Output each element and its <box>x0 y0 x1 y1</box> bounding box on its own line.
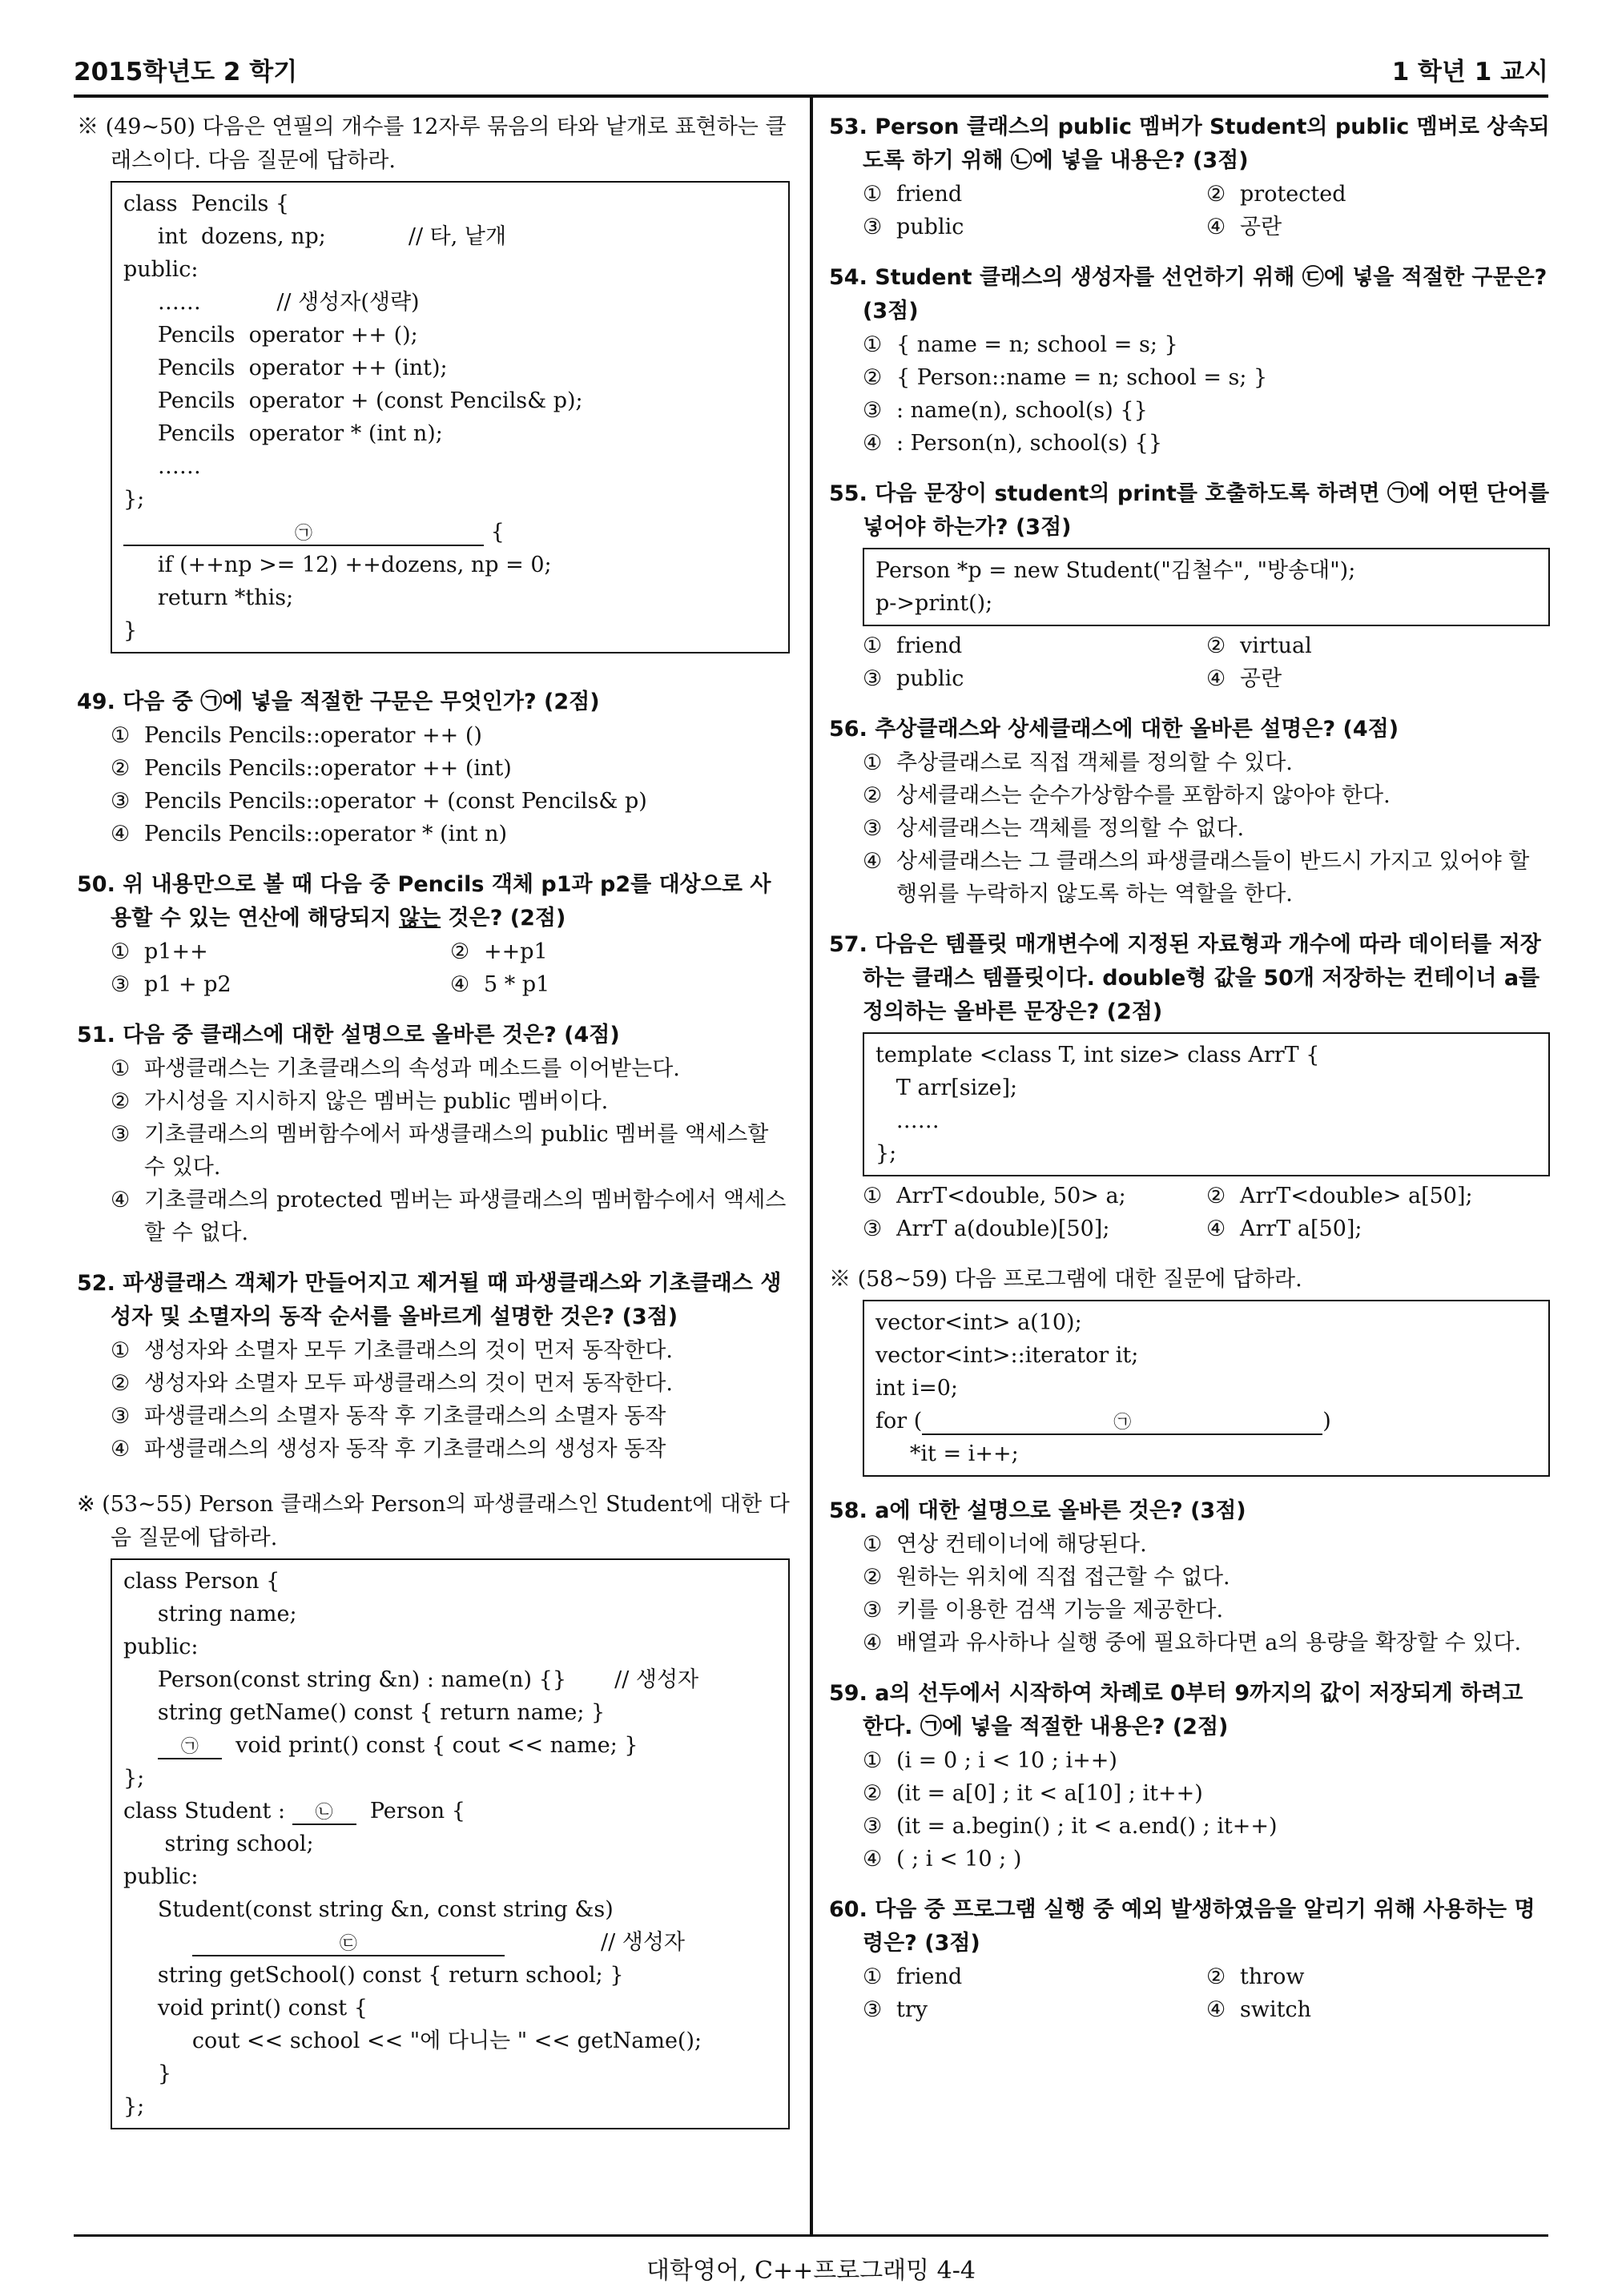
code-box-q57 <box>863 1032 1550 1176</box>
option[interactable]: ④ switch <box>1206 1997 1311 2022</box>
code-line: T arr[size]; <box>875 1076 1018 1100</box>
blank-a: ㉠ <box>158 1737 222 1759</box>
options-54 <box>829 328 1550 460</box>
option[interactable]: ② virtual <box>1206 633 1312 658</box>
grade-period-label: 1 학년 1 교시 <box>1391 58 1548 86</box>
option[interactable]: ④ ( ; i < 10 ; ) <box>863 1847 1022 1872</box>
code-line: public: <box>123 257 199 282</box>
question-54: 54. Student 클래스의 생성자를 선언하기 위해 ㉢에 넣을 적절한 구문은? (3점) <box>829 265 1548 324</box>
option[interactable]: ② throw <box>1206 1964 1305 1989</box>
options-60 <box>829 1960 1550 2026</box>
option[interactable]: ③ 상세클래스는 객체를 정의할 수 없다. <box>863 816 1245 841</box>
option[interactable]: ③ Pencils Pencils::operator + (const Pencils& p) <box>111 789 647 814</box>
page-header <box>74 46 1548 98</box>
options-52 <box>77 1334 790 1466</box>
footer-rule <box>74 2234 1548 2237</box>
options-55 <box>829 629 1550 695</box>
blank-b: ㉡ <box>292 1803 356 1825</box>
code-line: Pencils operator ++ (); <box>123 323 418 348</box>
option[interactable]: ③ 키를 이용한 검색 기능을 제공한다. <box>863 1598 1224 1622</box>
option[interactable]: ④ 배열과 유사하나 실행 중에 필요하다면 a의 용량을 확장할 수 있다. <box>863 1631 1522 1655</box>
code-line: p->print(); <box>875 591 993 616</box>
code-line: }; <box>875 1141 897 1166</box>
option[interactable]: ① (i = 0 ; i < 10 ; i++) <box>863 1748 1117 1773</box>
blank-a: ㉠ <box>123 524 484 546</box>
left-column <box>77 111 790 2129</box>
option[interactable]: ② ArrT<double> a[50]; <box>1206 1184 1473 1208</box>
code-line: cout << school << "에 다니는 " << getName(); <box>123 2029 702 2053</box>
code-line: string getSchool() const { return school; } <box>123 1963 624 1988</box>
column-divider <box>810 94 813 2234</box>
code-line: }; <box>123 1766 145 1791</box>
code-line: void print() const { <box>123 1996 368 2021</box>
option[interactable]: ② 상세클래스는 순수가상함수를 포함하지 않아야 한다. <box>863 783 1391 808</box>
blank-c: ㉢ <box>192 1934 505 1956</box>
code-line: Person *p = new Student("김철수", "방송대"); <box>875 558 1356 583</box>
option[interactable]: ① friend <box>863 633 963 658</box>
options-50 <box>77 935 790 1001</box>
code-box-pencils <box>111 181 790 653</box>
question-59: 59. a의 선두에서 시작하여 차례로 0부터 9까지의 값이 저장되게 하려고 한다. ㉠에 넣을 적절한 내용은? (2점) <box>829 1681 1523 1739</box>
code-line: ㉠ void print() const { cout << name; } <box>123 1729 777 1762</box>
code-line: Student(const string &n, const string &s) <box>123 1897 614 1922</box>
option[interactable]: ② Pencils Pencils::operator ++ (int) <box>111 756 512 781</box>
code-line: public: <box>123 1864 199 1889</box>
code-line: } <box>123 618 138 643</box>
option[interactable]: ④ 5 * p1 <box>450 972 550 997</box>
right-column <box>829 111 1550 2026</box>
semester-label: 2015학년도 2 학기 <box>74 58 298 86</box>
question-52: 52. 파생클래스 객체가 만들어지고 제거될 때 파생클래스와 기초클래스 생성자 및 소멸자의 동작 순서를 올바르게 설명한 것은? (3점) <box>77 1271 782 1329</box>
option[interactable]: ② { Person::name = n; school = s; } <box>863 365 1268 390</box>
code-line: }; <box>123 2094 145 2119</box>
code-line: class Pencils { <box>123 191 290 216</box>
options-57 <box>829 1180 1550 1245</box>
code-line: class Person { <box>123 1569 280 1594</box>
option[interactable]: ② protected <box>1206 182 1346 207</box>
option[interactable]: ① 추상클래스로 직접 객체를 정의할 수 있다. <box>863 750 1293 775</box>
code-line: Pencils operator * (int n); <box>123 421 443 446</box>
option[interactable]: ③ p1 + p2 <box>111 972 231 997</box>
option[interactable]: ④ ArrT a[50]; <box>1206 1216 1362 1241</box>
option[interactable]: ② 가시성을 지시하지 않은 멤버는 public 멤버이다. <box>111 1089 609 1114</box>
note-58-59: ※ (58~59) 다음 프로그램에 대한 질문에 답하라. <box>829 1267 1302 1292</box>
option[interactable]: ① p1++ <box>111 939 208 964</box>
code-line: Person(const string &n) : name(n) {} // 생성자 <box>123 1667 699 1692</box>
code-line: public: <box>123 1635 199 1659</box>
question-60: 60. 다음 중 프로그램 실행 중 예외 발생하였음을 알리기 위해 사용하는 명령은? (3점) <box>829 1897 1535 1956</box>
code-line: vector<int>::iterator it; <box>875 1343 1139 1368</box>
code-line: …… <box>123 454 201 479</box>
option[interactable]: ③ public <box>863 666 964 691</box>
question-58: 58. a에 대한 설명으로 올바른 것은? (3점) <box>829 1498 1246 1523</box>
option[interactable]: ① ArrT<double, 50> a; <box>863 1184 1126 1208</box>
code-line: vector<int> a(10); <box>875 1310 1082 1335</box>
code-line: }; <box>123 487 145 512</box>
option[interactable]: ② 원하는 위치에 직접 접근할 수 없다. <box>863 1565 1230 1590</box>
code-line: …… // 생성자(생략) <box>123 290 420 315</box>
code-line: if (++np >= 12) ++dozens, np = 0; <box>123 553 552 577</box>
code-line: *it = i++; <box>875 1442 1019 1466</box>
question-53: 53. Person 클래스의 public 멤버가 Student의 public 멤버로 상속되도록 하기 위해 ㉡에 넣을 내용은? (3점) <box>829 115 1550 173</box>
options-58 <box>829 1528 1550 1659</box>
options-56 <box>829 746 1550 911</box>
option[interactable]: ① friend <box>863 182 963 207</box>
code-line: for ( ㉠ ) <box>875 1409 1331 1433</box>
option[interactable]: ③ (it = a.begin() ; it < a.end() ; it++) <box>863 1814 1278 1839</box>
code-line: string name; <box>123 1602 297 1627</box>
question-55: 55. 다음 문장이 student의 print를 호출하도록 하려면 ㉠에 어떤 단어를 넣어야 하는가? (3점) <box>829 481 1550 540</box>
option[interactable]: ② ++p1 <box>450 939 548 964</box>
option[interactable]: ③ : name(n), school(s) {} <box>863 398 1148 423</box>
code-line: Pencils operator ++ (int); <box>123 356 448 380</box>
option[interactable]: ④ 상세클래스는 그 클래스의 파생클래스들이 반드시 가지고 있어야 할 행위를 누락하지 않도록 하는 역할을 한다. <box>863 849 1530 907</box>
code-box-person <box>111 1558 790 2129</box>
options-49 <box>77 719 790 850</box>
question-50: 50. 위 내용만으로 볼 때 다음 중 Pencils 객체 p1과 p2를 대상으로 사용할 수 있는 연산에 해당되지 않는 것은? (2점) <box>77 872 771 931</box>
option[interactable]: ① 파생클래스는 기초클래스의 속성과 메소드를 이어받는다. <box>111 1056 680 1081</box>
options-53 <box>829 178 1550 243</box>
blank-a: ㉠ <box>922 1413 1322 1435</box>
option[interactable]: ④ 파생클래스의 생성자 동작 후 기초클래스의 생성자 동작 <box>111 1437 666 1462</box>
option[interactable]: ④ 공란 <box>1206 215 1282 239</box>
note-49-50: ※ (49~50) 다음은 연필의 개수를 12자루 묶음의 타와 낱개로 표현하는 클래스이다. 다음 질문에 답하라. <box>77 115 787 173</box>
question-56: 56. 추상클래스와 상세클래스에 대한 올바른 설명은? (4점) <box>829 717 1399 742</box>
question-49: 49. 다음 중 ㉠에 넣을 적절한 구문은 무엇인가? (2점) <box>77 690 600 714</box>
code-line: ㉢ // 생성자 <box>123 1926 777 1959</box>
options-51 <box>77 1052 790 1249</box>
code-line: int i=0; <box>875 1376 958 1401</box>
code-line-blank: ㉠ { <box>123 516 777 549</box>
option[interactable]: ① { name = n; school = s; } <box>863 332 1178 357</box>
code-line: return *this; <box>123 585 294 610</box>
option[interactable]: ① 연상 컨테이너에 해당된다. <box>863 1532 1147 1557</box>
option[interactable]: ④ 공란 <box>1206 666 1282 691</box>
option[interactable]: ③ 파생클래스의 소멸자 동작 후 기초클래스의 소멸자 동작 <box>111 1404 666 1429</box>
code-line: template <class T, int size> class ArrT { <box>875 1043 1320 1068</box>
option[interactable]: ④ Pencils Pencils::operator * (int n) <box>111 822 508 846</box>
option[interactable]: ① friend <box>863 1964 963 1989</box>
code-line: …… <box>875 1108 940 1133</box>
page-footer: 대학영어, C++프로그래밍 4-4 <box>646 2257 976 2285</box>
code-line: int dozens, np; // 타, 낱개 <box>123 224 507 249</box>
option[interactable]: ③ ArrT a(double)[50]; <box>863 1216 1110 1241</box>
code-box-vector <box>863 1300 1550 1477</box>
code-box-q55 <box>863 548 1550 626</box>
option[interactable]: ② (it = a[0] ; it < a[10] ; it++) <box>863 1781 1203 1806</box>
code-line: } <box>123 2061 172 2086</box>
option[interactable]: ② 생성자와 소멸자 모두 파생클래스의 것이 먼저 동작한다. <box>111 1371 673 1396</box>
option[interactable]: ① 생성자와 소멸자 모두 기초클래스의 것이 먼저 동작한다. <box>111 1338 673 1363</box>
option[interactable]: ③ public <box>863 215 964 239</box>
question-51: 51. 다음 중 클래스에 대한 설명으로 올바른 것은? (4점) <box>77 1023 620 1047</box>
code-line: Pencils operator + (const Pencils& p); <box>123 388 583 413</box>
option[interactable]: ③ 기초클래스의 멤버함수에서 파생클래스의 public 멤버를 액세스할 수 있다. <box>111 1122 769 1180</box>
option[interactable]: ④ : Person(n), school(s) {} <box>863 431 1163 456</box>
options-59 <box>829 1744 1550 1876</box>
option[interactable]: ③ try <box>863 1997 928 2022</box>
code-line: string getName() const { return name; } <box>123 1700 606 1725</box>
note-53-55: ※ (53~55) Person 클래스와 Person의 파생클래스인 Student에 대한 다음 질문에 답하라. <box>77 1492 790 1550</box>
code-line: class Student : ㉡ Person { <box>123 1799 465 1824</box>
option[interactable]: ① Pencils Pencils::operator ++ () <box>111 723 482 748</box>
question-57: 57. 다음은 템플릿 매개변수에 지정된 자료형과 개수에 따라 데이터를 저장하는 클래스 템플릿이다. double형 값을 50개 저장하는 컨테이너 a를 정의하는 올바른 문장은? (2점) <box>829 932 1541 1024</box>
code-line: string school; <box>123 1832 314 1856</box>
option[interactable]: ④ 기초클래스의 protected 멤버는 파생클래스의 멤버함수에서 액세스할 수 없다. <box>111 1188 787 1245</box>
